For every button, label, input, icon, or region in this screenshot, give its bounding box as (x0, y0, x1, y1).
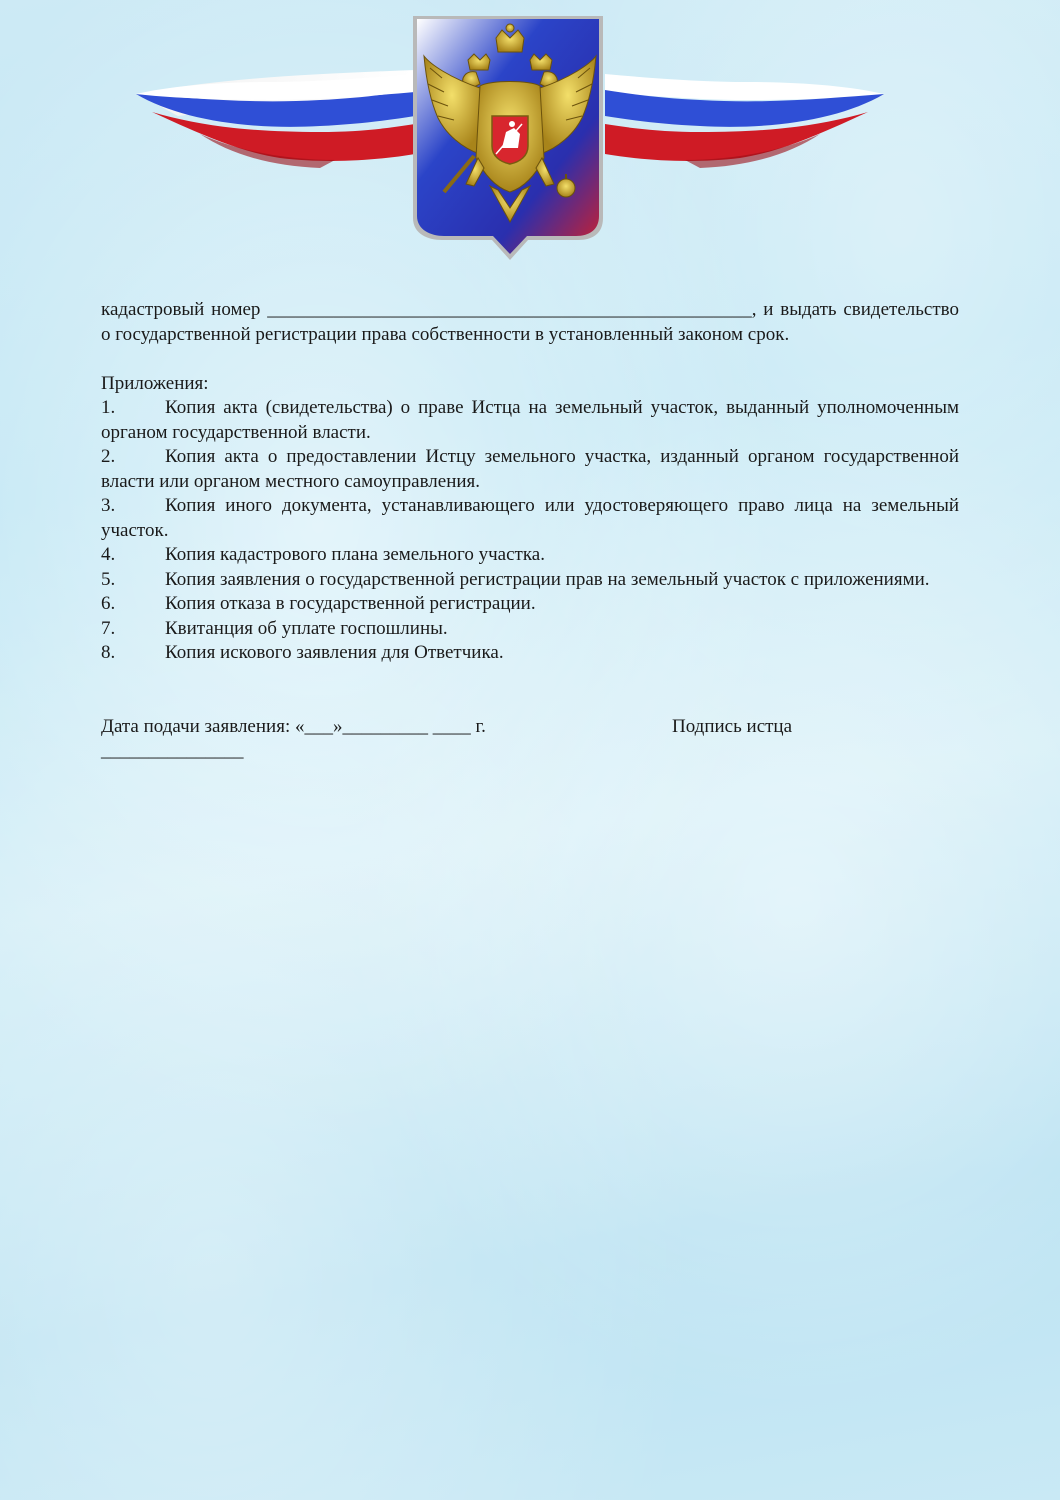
attachments-list (101, 396, 959, 666)
attachment-item: 3. Копия иного документа, устанавливающего или удостоверяющего право лица на земельный участок. (101, 495, 959, 541)
attachment-item: 2. Копия акта о предоставлении Истцу земельного участка, изданный органом государственной власти или органом местного самоуправления. (101, 446, 959, 492)
spacer (101, 347, 959, 372)
signature-label: Подпись истца (672, 715, 793, 737)
document-body (101, 298, 959, 764)
attachment-item: 8. Копия искового заявления для Ответчика. (101, 642, 504, 663)
date-signature-row (101, 715, 959, 740)
filing-date-label: Дата подачи заявления: «___»_________ ____ г. (101, 715, 486, 737)
right-flag-ribbon (605, 74, 884, 168)
attachments-title: Приложения: (101, 372, 209, 394)
attachment-item: 1. Копия акта (свидетельства) о праве Истца на земельный участок, выданный уполномоченным органом государственной власти. (101, 397, 959, 443)
left-flag-ribbon (136, 70, 415, 168)
attachment-item: 4. Копия кадастрового плана земельного участка. (101, 544, 545, 565)
attachment-item: 5. Копия заявления о государственной регистрации прав на земельный участок с приложениями. (101, 568, 930, 590)
st-george-shield (492, 116, 528, 164)
signature-line: _______________ (101, 740, 244, 761)
paragraph-cadastral: кадастровый номер ___________________________________________________, и выдать свидетельство о государственной регистрации права собственности в установленный законом срок. (101, 299, 959, 345)
attachment-item: 6. Копия отказа в государственной регистрации. (101, 593, 536, 614)
attachment-item: 7. Квитанция об уплате госпошлины. (101, 617, 448, 639)
coat-of-arms-emblem (130, 8, 890, 268)
